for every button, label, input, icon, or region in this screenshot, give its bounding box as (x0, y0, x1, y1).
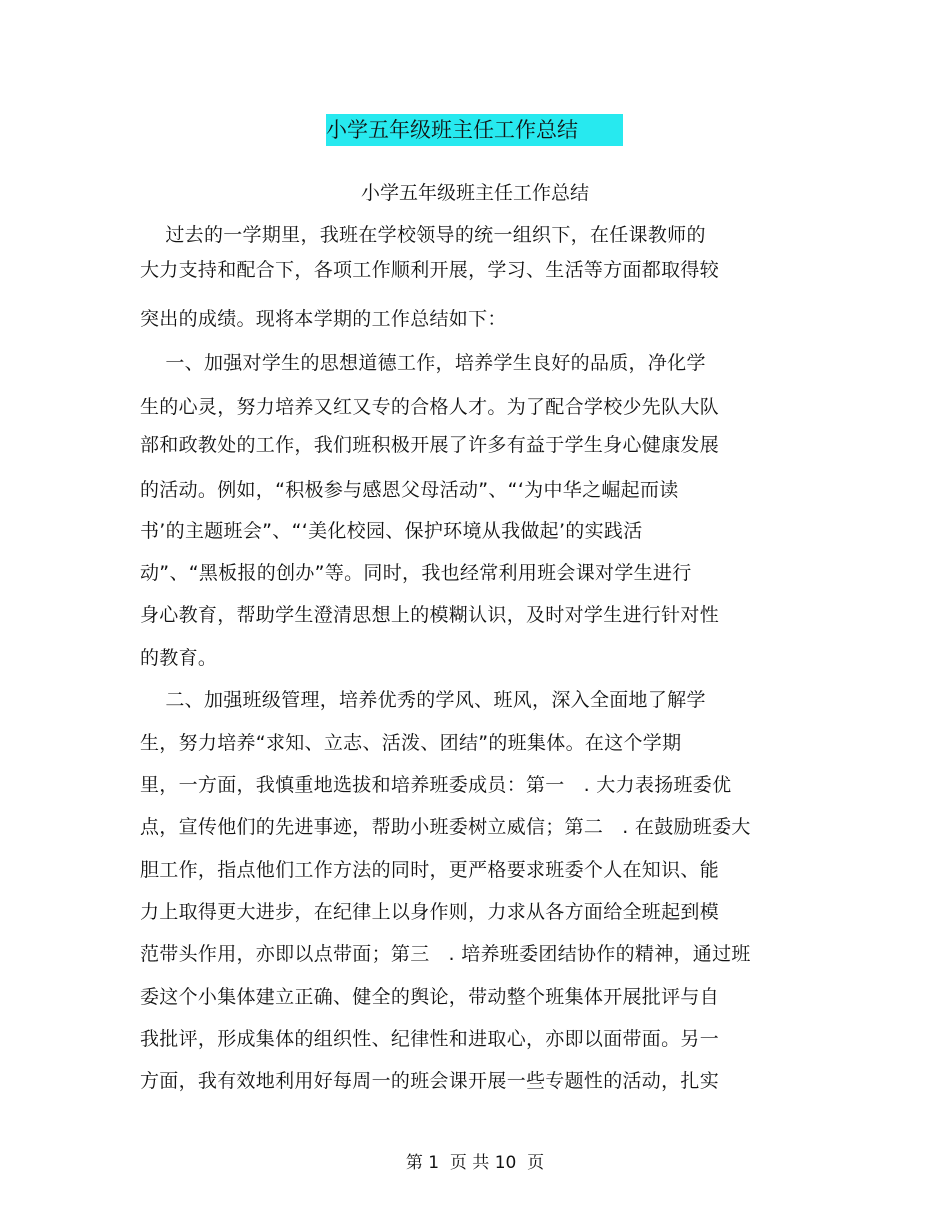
body-line: 委这个小集体建立正确、健全的舆论，带动整个班集体开展批评与自 (140, 986, 720, 1008)
body-line: 里，一方面，我慎重地选拔和培养班委成员：第一 . 大力表扬班委优 (140, 774, 732, 796)
body-line: 突出的成绩。现将本学期的工作总结如下： (140, 308, 507, 330)
body-line: 二、加强班级管理，培养优秀的学风、班风，深入全面地了解学 (140, 689, 706, 711)
body-line: 的教育。 (140, 647, 218, 669)
body-line: 点，宣传他们的先进事迹，帮助小班委树立威信；第二 . 在鼓励班委大 (140, 816, 751, 838)
body-line: 力上取得更大进步，在纪律上以身作则，力求从各方面给全班起到模 (140, 901, 720, 923)
body-line: 我批评，形成集体的组织性、纪律性和进取心，亦即以面带面。另一 (140, 1028, 720, 1050)
document-subtitle: 小学五年级班主任工作总结 (360, 182, 589, 204)
body-line: 范带头作用，亦即以点带面；第三 . 培养班委团结协作的精神，通过班 (140, 943, 751, 965)
body-line: 方面，我有效地利用好每周一的班会课开展一些专题性的活动，扎实 (140, 1070, 720, 1092)
page-footer: 第 1 页 共 10 页 (405, 1153, 545, 1173)
body-line: 部和政教处的工作，我们班积极开展了许多有益于学生身心健康发展 (140, 434, 720, 456)
body-line: 生，努力培养“求知、立志、活泼、团结”的班集体。在这个学期 (140, 732, 682, 754)
body-line: 动”、“黑板报的创办”等。同时，我也经常利用班会课对学生进行 (140, 562, 692, 584)
body-line: 生的心灵，努力培养又红又专的合格人才。为了配合学校少先队大队 (140, 396, 720, 418)
body-line: 大力支持和配合下，各项工作顺利开展，学习、生活等方面都取得较 (140, 259, 720, 281)
body-line: 过去的一学期里，我班在学校领导的统一组织下，在任课教师的 (140, 224, 706, 246)
body-line: 身心教育，帮助学生澄清思想上的模糊认识，及时对学生进行针对性 (140, 604, 720, 626)
body-line: 胆工作，指点他们工作方法的同时，更严格要求班委个人在知识、能 (140, 859, 720, 881)
body-line: 书’的主题班会”、“‘美化校园、保护环境从我做起’的实践活 (140, 520, 643, 542)
document-title: 小学五年级班主任工作总结 (326, 114, 623, 146)
body-line: 一、加强对学生的思想道德工作，培养学生良好的品质，净化学 (140, 352, 706, 374)
body-line: 的活动。例如，“积极参与感恩父母活动”、“‘为中华之崛起而读 (140, 479, 679, 501)
